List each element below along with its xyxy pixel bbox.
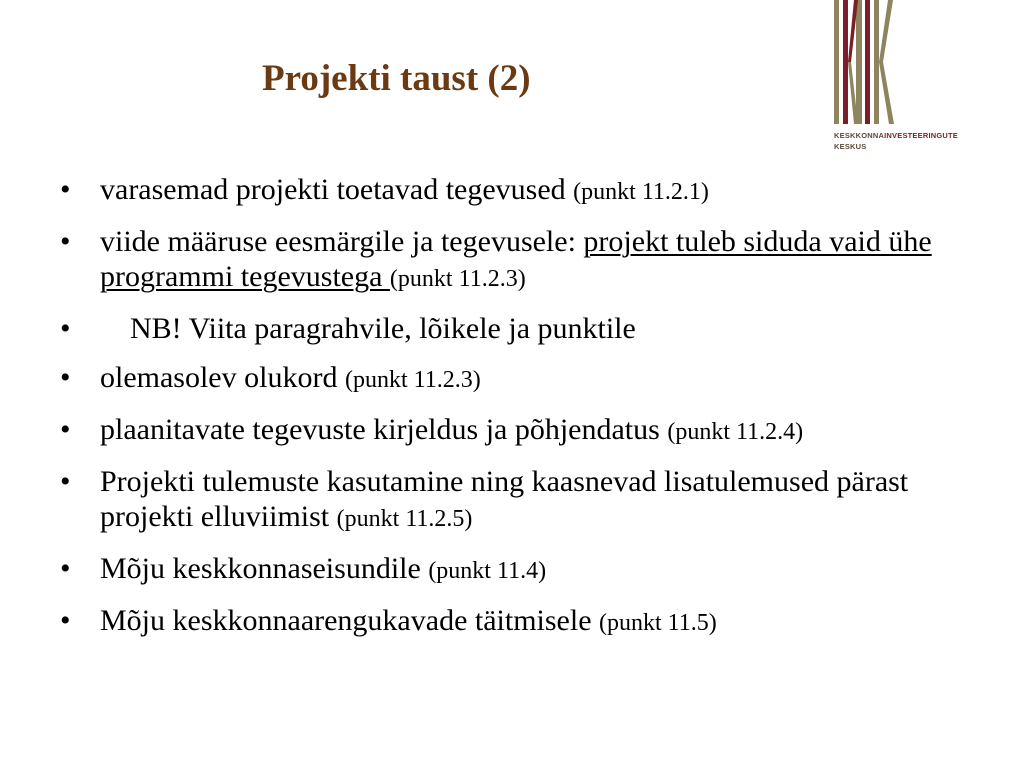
bullet-text: viide määruse eesmärgile ja tegevusele: [100,225,584,258]
logo-text-line2: KESKUS [834,142,867,151]
bullet-icon: • [60,465,71,498]
bullet-icon: • [60,173,71,206]
bullet-reference: (punkt 11.2.4) [667,419,804,445]
bullet-text: Projekti tulemuste kasutamine ning kaasnevad lisatulemused pärast projekti elluviimist [100,465,909,533]
bullet-text: NB! Viita paragrahvile, lõikele ja punktile [130,312,636,345]
kik-logo [832,0,982,160]
bullet-icon: • [60,225,71,258]
bullet-reference: (punkt 11.5) [599,610,717,636]
bullet-text: Mõju keskkonnaarengukavade täitmisele [100,604,600,637]
bullet-reference: (punkt 11.2.3) [389,266,526,292]
slide-title: Projekti taust (2) [262,58,531,99]
list-item [60,603,950,641]
bullet-text: varasemad projekti toetavad tegevused [100,173,574,206]
bullet-reference: (punkt 11.2.3) [344,367,481,393]
list-item [60,224,950,297]
list-item [60,172,950,210]
bullet-reference: (punkt 11.4) [428,558,547,584]
bullet-text: Mõju keskkonnaseisundile [100,552,429,585]
list-item [60,311,950,346]
bullet-icon: • [60,604,71,637]
list-item [60,551,950,589]
list-item [60,360,950,398]
list-item [60,464,950,537]
bullet-icon: • [60,361,71,394]
bullet-icon: • [60,413,71,446]
logo-text-line1: KESKKONNAINVESTEERINGUTE [834,131,958,140]
bullet-reference: (punkt 11.2.1) [573,179,709,205]
bullet-reference: (punkt 11.2.5) [336,506,473,532]
kik-logo-mark-icon [832,0,902,128]
list-item [60,412,950,450]
bullet-text: olemasolev olukord [100,361,345,394]
bullet-icon: • [60,312,71,345]
bullet-underlined-text: projekt tuleb siduda vaid ühe programmi tegevustega [100,225,932,293]
bullet-icon: • [60,552,71,585]
bullet-list [60,172,950,655]
bullet-text: plaanitavate tegevuste kirjeldus ja põhjendatus [100,413,668,446]
